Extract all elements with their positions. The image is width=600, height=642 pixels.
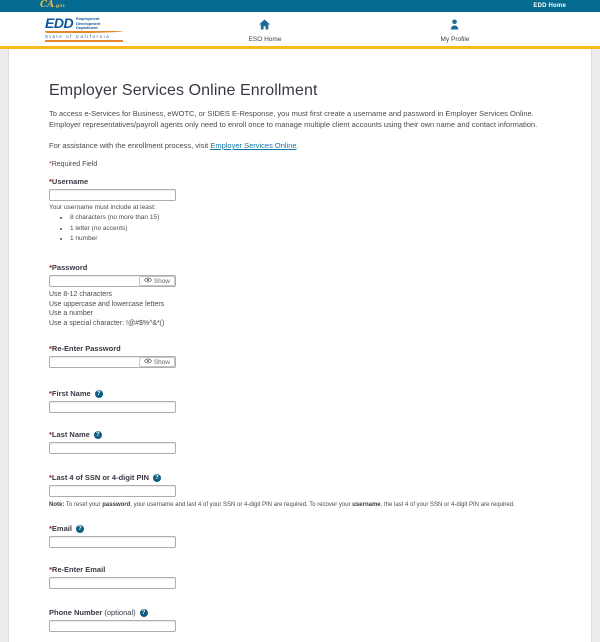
ssn-pin-label: * Last 4 of SSN or 4-digit PIN ? [49,473,551,482]
first-name-label: * First Name ? [49,389,551,398]
phone-field-group [49,608,551,632]
nav-item-label: ESO Home [248,36,282,43]
password-rule: Use a number [49,310,93,318]
username-input[interactable] [49,189,176,201]
edd-logo-department: Employment Development Department [76,16,101,31]
intro-paragraph: To access e-Services for Business, eWOTC, or SIDES E-Response, you must first create a username and password in Employer Services Online. Employer representatives/payroll agents only need to enroll once to manage multiple client accounts using their own name and contact information. [49,109,538,129]
person-icon [450,17,460,34]
email-input[interactable] [49,536,176,548]
edd-logo-state: State of California [45,34,123,42]
ca-gov-logo-ca: CA [40,0,55,10]
phone-input[interactable] [49,620,176,632]
ssn-pin-field-group [49,473,551,508]
reenter-email-label: * Re-Enter Email [49,565,106,575]
reenter-email-field-group [49,565,551,589]
ssn-pin-input[interactable] [49,485,176,497]
eye-icon [144,277,152,285]
password-show-button[interactable]: Show [139,276,175,286]
username-rule: • 1 letter (no accents) [70,225,551,232]
nav-item-eso-home[interactable] [249,17,282,43]
edd-home-link[interactable]: EDD Home [533,3,566,9]
username-rules [49,214,551,242]
ssn-pin-help-icon[interactable]: ? [153,474,161,482]
edd-logo-swoosh [45,31,123,33]
password-rule: Use a special character: !@#$%^&*() [49,319,165,327]
state-utility-bar [0,0,600,12]
password-rule: Use 8-12 characters [49,291,113,298]
password-rules [49,290,551,328]
eye-icon [144,358,152,366]
last-name-input[interactable] [49,442,176,454]
username-rule: • 1 number [70,235,551,242]
username-rule: • 8 characters (no more than 15) [70,214,551,221]
email-label: * Email ? [49,524,551,533]
required-asterisk: * [49,161,52,168]
reenter-email-input[interactable] [49,577,176,589]
ssn-pin-note: Note: To reset your password, your username and last 4 of your SSN or 4-digit PIN are required. To recover your username, the last 4 of your SSN or 4-digit PIN are required. [49,502,515,509]
password-label: * Password [49,263,88,272]
last-name-label: * Last Name ? [49,430,551,439]
home-icon [259,17,271,34]
edd-logo[interactable] [45,16,129,42]
phone-help-icon[interactable]: ? [140,609,148,617]
last-name-help-icon[interactable]: ? [94,431,102,439]
phone-label: Phone Number (optional) ? [49,608,551,617]
username-hint: Your username must include at least: [49,204,156,211]
edd-logo-acronym: EDD [45,15,74,31]
first-name-field-group [49,389,551,413]
nav-item-label: My Profile [440,36,470,43]
username-field-group [49,177,551,242]
email-field-group [49,524,551,548]
reenter-password-show-button[interactable]: Show [139,357,175,367]
content-card [8,49,592,642]
employer-services-online-link[interactable]: Employer Services Online [210,141,297,150]
page-title: Employer Services Online Enrollment [49,82,318,99]
first-name-input[interactable] [49,401,176,413]
nav-item-my-profile[interactable] [441,17,470,43]
reenter-password-field-group [49,344,551,368]
required-field-note: *Required Field [49,161,98,168]
last-name-field-group [49,430,551,454]
navbar [0,12,600,49]
reenter-password-label: * Re-Enter Password [49,344,121,354]
ca-gov-logo-gov: .gov [54,4,66,9]
password-rule: Use uppercase and lowercase letters [49,300,165,308]
first-name-help-icon[interactable]: ? [95,390,103,398]
email-help-icon[interactable]: ? [76,525,84,533]
username-label: * Username [49,177,89,186]
assistance-line: For assistance with the enrollment process, visit Employer Services Online. [49,141,299,150]
password-field-group [49,263,551,328]
